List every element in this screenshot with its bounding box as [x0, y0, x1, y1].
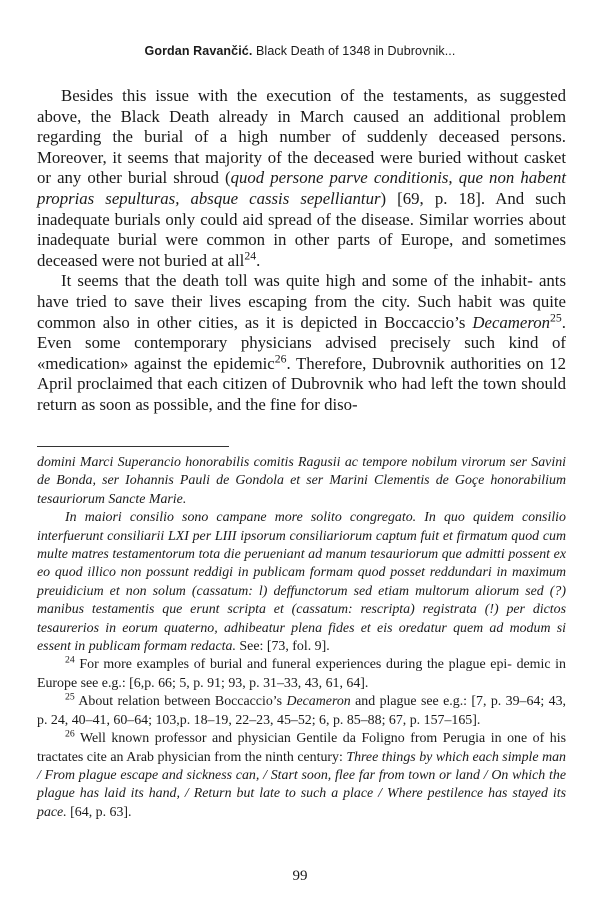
footnote-24: [37, 656, 566, 693]
footnote-24-number: 24: [65, 654, 75, 666]
page-number: 99: [292, 868, 308, 884]
footnote-26-quote: Three things by which each simple man / From plague escape and sickness can, / Start soon, flee far from town or land / On which the plague has laid its hand, / Return but late to such a place / Where pestilence has stayed its pace.: [37, 749, 566, 820]
footnote-continuation-2: [37, 509, 566, 656]
footnote-26-ref: [64, p. 63].: [66, 804, 132, 820]
footnote-24-text: For more examples of burial and funeral experiences during the plague epi- demic in Europe see e.g.: [6,p. 66; 5, p. 91; 93, p. 31–33, 43, 61, 64].: [37, 657, 566, 691]
footnote-25-text-b: and plague see e.g.: [7, p. 39–64; 43, p. 24, 40–41, 60–64; 103,p. 18–19, 22–23, 45–52; 6, p. 85–88; 67, p. 157–165].: [37, 694, 566, 728]
footnote-25: [37, 693, 566, 730]
footnote-continuation-2-ref: See: [73, fol. 9].: [235, 639, 330, 655]
paragraph-1: [37, 86, 566, 271]
footnote-continuation-1: [37, 454, 566, 509]
paragraph-1-text-a: Besides this issue with the execution of the testaments, as suggested above, the Black Death already in March caused an additional problem regarding the burial of a high number of suddenly deceased persons. Moreover, it seems that majority of the deceased were buried without casket or any other burial shroud (: [37, 86, 566, 188]
header-title: Black Death of 1348 in Dubrovnik...: [256, 44, 456, 58]
footnote-25-work: Decameron: [286, 694, 351, 710]
paragraph-2-text-b: . Even some contemporary physicians advised precisely such kind of «medication» against the epidemic: [37, 312, 566, 373]
footnote-25-text-a: About relation between Boccaccio’s: [74, 694, 287, 710]
paragraph-2-text-c: . Therefore, Dubrovnik authorities on 12 April proclaimed that each citizen of Dubrovnik who had left the town should return as soon as possible, and the fine for diso-: [37, 353, 566, 414]
footnote-26: [37, 730, 566, 822]
decameron-title: Decameron: [472, 312, 551, 332]
footnote-26-text-a: Well known professor and physician Gentile da Foligno from Perugia in one of his tractates cite an Arab physician from the ninth century:: [37, 731, 566, 765]
paragraph-2-text-a: It seems that the death toll was quite high and some of the inhabit- ants have tried to save their lives escaping from the city. Such habit was quite common also in other cities, as it is depicted in Boccaccio’s: [37, 271, 566, 332]
main-text: [37, 86, 566, 416]
footnote-ref-25[interactable]: 25: [550, 310, 562, 324]
header-author: Gordan Ravančić.: [144, 44, 253, 58]
paragraph-1-text-b: ) [69, p. 18]. And such inadequate burials only could aid spread of the disease. Similar worries about inadequate burial were common in other parts of Europe, and sometimes deceased were not buried at all: [37, 188, 567, 270]
footnote-ref-24[interactable]: 24: [244, 249, 257, 263]
footnote-rule: [37, 446, 229, 447]
running-header: [0, 44, 600, 58]
latin-quote: quod persone parve conditionis, que non habent proprias sepulturas, absque cassis sepelliantur: [37, 168, 566, 208]
footnote-ref-26[interactable]: 26: [274, 352, 287, 366]
footnote-25-number: 25: [65, 691, 75, 703]
footnote-continuation-2-text: In maiori consilio sono campane more solito congregato. In quo quidem consilio interfuerunt consiliarii LXI per LIII ipsorum consiliariorum captum fuit et firmatum quod cum multe matres testamentorum tota die perueniant ad manum tesauriorum que admitti possent ex eo quod illico non possunt reddigi in publicam formam quod posset reddundari in maximum preuidicium et non solum (cassatum: l) deffunctorum sed etiam multorum aliorum sed (?) manibus testamentis que erunt scripta et (cassatum: rescripta) registrata (!) per dictos tesaurerios in eorum quaterno, adhibeatur plena fides et eis oredatur quem ad modum si essent in publicam formam redacta.: [37, 510, 566, 655]
footnotes: [37, 454, 566, 822]
footnote-continuation-1-text: domini Marci Superancio honorabilis comitis Ragusii ac tempore nobilum virorum ser Savini de Bonda, ser Iohannis Pauli de Gondola et ser Marini Clementis de Goçe honorabilium tesauriorum Sancte Marie.: [37, 455, 566, 507]
paragraph-2: [37, 271, 566, 415]
paragraph-1-end: .: [256, 250, 261, 270]
footnote-26-number: 26: [65, 728, 75, 740]
